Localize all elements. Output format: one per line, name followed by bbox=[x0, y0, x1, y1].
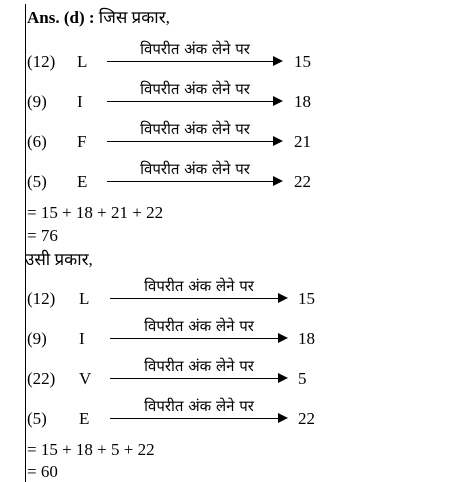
arrow-head-icon bbox=[273, 56, 283, 66]
arrow-shaft bbox=[107, 181, 275, 182]
mapping-row bbox=[0, 40, 340, 72]
mapping-row bbox=[0, 80, 340, 112]
arrow-label: विपरीत अंक लेने पर bbox=[144, 357, 254, 375]
arrow-label: विपरीत अंक लेने पर bbox=[144, 317, 254, 335]
arrow bbox=[107, 120, 283, 150]
reverse-value: 18 bbox=[298, 329, 315, 348]
arrow-label: विपरीत अंक लेने पर bbox=[144, 397, 254, 415]
arrow-label: विपरीत अंक लेने पर bbox=[140, 40, 250, 58]
arrow bbox=[107, 160, 283, 190]
reverse-value: 22 bbox=[294, 172, 311, 191]
mapping-row bbox=[0, 317, 340, 349]
position-number: (6) bbox=[27, 132, 47, 151]
arrow-label: विपरीत अंक लेने पर bbox=[140, 160, 250, 178]
arrow-head-icon bbox=[273, 176, 283, 186]
mapping-row bbox=[0, 160, 340, 192]
arrow bbox=[110, 277, 288, 307]
position-number: (12) bbox=[27, 52, 56, 71]
reverse-value: 15 bbox=[294, 52, 311, 71]
sum-1-expression: = 15 + 18 + 21 + 22 bbox=[27, 203, 164, 222]
letter: E bbox=[79, 409, 90, 428]
position-number: (9) bbox=[27, 329, 47, 348]
arrow-label: विपरीत अंक लेने पर bbox=[144, 277, 254, 295]
reverse-value: 18 bbox=[294, 92, 311, 111]
position-number: (5) bbox=[27, 409, 47, 428]
mapping-row bbox=[0, 357, 340, 389]
sum-2-result: = 60 bbox=[27, 462, 58, 481]
position-number: (5) bbox=[27, 172, 47, 191]
arrow bbox=[110, 397, 288, 427]
sum-1-result: = 76 bbox=[27, 226, 58, 245]
answer-heading bbox=[27, 8, 170, 28]
arrow-shaft bbox=[110, 338, 280, 339]
arrow bbox=[107, 40, 283, 70]
letter: I bbox=[79, 329, 85, 348]
arrow bbox=[107, 80, 283, 110]
arrow-head-icon bbox=[278, 293, 288, 303]
letter: V bbox=[79, 369, 92, 388]
arrow-shaft bbox=[107, 101, 275, 102]
arrow-head-icon bbox=[278, 333, 288, 343]
reverse-value: 5 bbox=[298, 369, 307, 388]
letter: L bbox=[79, 289, 90, 308]
arrow-head-icon bbox=[273, 96, 283, 106]
sum-2-expression: = 15 + 18 + 5 + 22 bbox=[27, 440, 155, 459]
position-number: (12) bbox=[27, 289, 56, 308]
reverse-value: 21 bbox=[294, 132, 311, 151]
letter: E bbox=[77, 172, 88, 191]
arrow bbox=[110, 317, 288, 347]
reverse-value: 15 bbox=[298, 289, 315, 308]
position-number: (22) bbox=[27, 369, 56, 388]
arrow-shaft bbox=[110, 418, 280, 419]
middle-text: उसी प्रकार, bbox=[25, 250, 93, 269]
mapping-row bbox=[0, 277, 340, 309]
arrow-shaft bbox=[107, 61, 275, 62]
arrow-shaft bbox=[110, 378, 280, 379]
arrow-shaft bbox=[107, 141, 275, 142]
arrow-shaft bbox=[110, 298, 280, 299]
mapping-row bbox=[0, 120, 340, 152]
arrow bbox=[110, 357, 288, 387]
letter: I bbox=[77, 92, 83, 111]
reverse-value: 22 bbox=[298, 409, 315, 428]
letter: L bbox=[77, 52, 88, 71]
arrow-label: विपरीत अंक लेने पर bbox=[140, 80, 250, 98]
arrow-head-icon bbox=[278, 413, 288, 423]
arrow-head-icon bbox=[273, 136, 283, 146]
position-number: (9) bbox=[27, 92, 47, 111]
arrow-head-icon bbox=[278, 373, 288, 383]
mapping-row bbox=[0, 397, 340, 429]
letter: F bbox=[77, 132, 87, 151]
answer-label: Ans. (d) : bbox=[27, 8, 95, 27]
intro-text: जिस प्रकार, bbox=[98, 8, 170, 27]
arrow-label: विपरीत अंक लेने पर bbox=[140, 120, 250, 138]
